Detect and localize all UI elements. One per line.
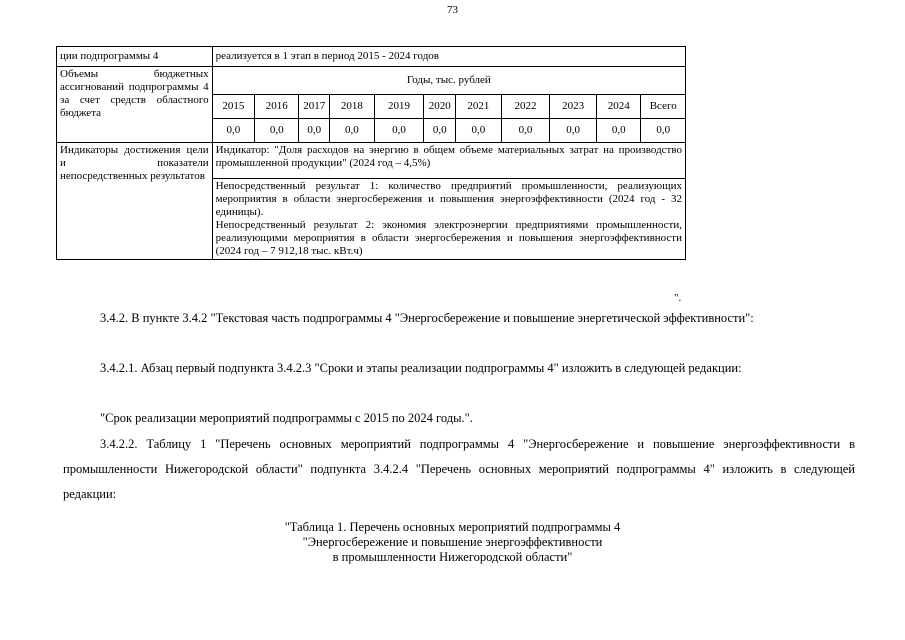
subprogram-passport-table [56, 46, 686, 260]
value-cell: 0,0 [254, 119, 298, 143]
year-cell: 2017 [299, 95, 330, 119]
table-1-title [0, 520, 905, 565]
value-cell: 0,0 [501, 119, 550, 143]
value-cell: 0,0 [456, 119, 502, 143]
closing-quote: ". [674, 292, 682, 304]
indicator-row [57, 143, 686, 179]
value-cell: 0,0 [330, 119, 374, 143]
paragraph-3-4-2: 3.4.2. В пункте 3.4.2 "Текстовая часть подпрограммы 4 "Энергосбережение и повышение энергетической эффективности": [100, 311, 754, 325]
indicator-text: Индикатор: "Доля расходов на энергию в общем объеме материальных затрат на производство промышленной продукции" (2024 год – 4,5%) [212, 143, 685, 179]
year-cell: 2015 [212, 95, 254, 119]
budget-header-row [57, 67, 686, 95]
year-cell: 2019 [374, 95, 424, 119]
year-cell: 2023 [550, 95, 597, 119]
year-cell: 2022 [501, 95, 550, 119]
table-title-line-2: "Энергосбережение и повышение энергоэффективности [302, 535, 603, 549]
page-number: 73 [447, 4, 458, 16]
table-title-line-3: в промышленности Нижегородской области" [332, 550, 573, 564]
value-cell: 0,0 [212, 119, 254, 143]
year-cell: 2016 [254, 95, 298, 119]
indicators-label: Индикаторы достижения цели и показатели непосредственных результатов [57, 143, 213, 260]
direct-result-1: Непосредственный результат 1: количество предприятий промышленности, реализующих мероприятия в области энергосбережения и повышения энергоэффективности (2024 год - 32 единицы). [215, 180, 682, 218]
value-cell: 0,0 [550, 119, 597, 143]
total-value-cell: 0,0 [641, 119, 686, 143]
value-cell: 0,0 [596, 119, 640, 143]
value-cell: 0,0 [299, 119, 330, 143]
stages-row [57, 47, 686, 67]
paragraph-3-4-2-2: 3.4.2.2. Таблицу 1 "Перечень основных мероприятий подпрограммы 4 "Энергосбережение и повышение энергоэффективности в промышленности Нижегородской области" подпункта 3.4.2.4 "Перечень основных мероприятий подпрограммы 4" изложить в следующей редакции: [63, 437, 855, 501]
year-cell: 2018 [330, 95, 374, 119]
value-cell: 0,0 [424, 119, 456, 143]
year-cell: 2021 [456, 95, 502, 119]
year-cell: 2024 [596, 95, 640, 119]
table-title-line-1: "Таблица 1. Перечень основных мероприятий подпрограммы 4 [284, 520, 621, 534]
budget-label: Объемы бюджетных ассигнований подпрограммы 4 за счет средств областного бюджета [57, 67, 213, 143]
stages-value: реализуется в 1 этап в период 2015 - 2024 годов [212, 47, 685, 67]
results-cell [212, 179, 685, 260]
year-cell: 2020 [424, 95, 456, 119]
paragraph-term: "Срок реализации мероприятий подпрограммы с 2015 по 2024 годы.". [100, 411, 473, 425]
total-header-cell: Всего [641, 95, 686, 119]
value-cell: 0,0 [374, 119, 424, 143]
stages-label: ции подпрограммы 4 [57, 47, 213, 67]
paragraph-3-4-2-1: 3.4.2.1. Абзац первый подпункта 3.4.2.3 "Сроки и этапы реализации подпрограммы 4" изложить в следующей редакции: [100, 361, 742, 375]
budget-header: Годы, тыс. рублей [212, 67, 685, 95]
direct-result-2: Непосредственный результат 2: экономия электроэнергии предприятиями промышленности, реализующими мероприятия в области энергосбережения и повышения энергоэффективности (2024 год – 7 912,18 тыс. кВт.ч) [215, 219, 682, 257]
